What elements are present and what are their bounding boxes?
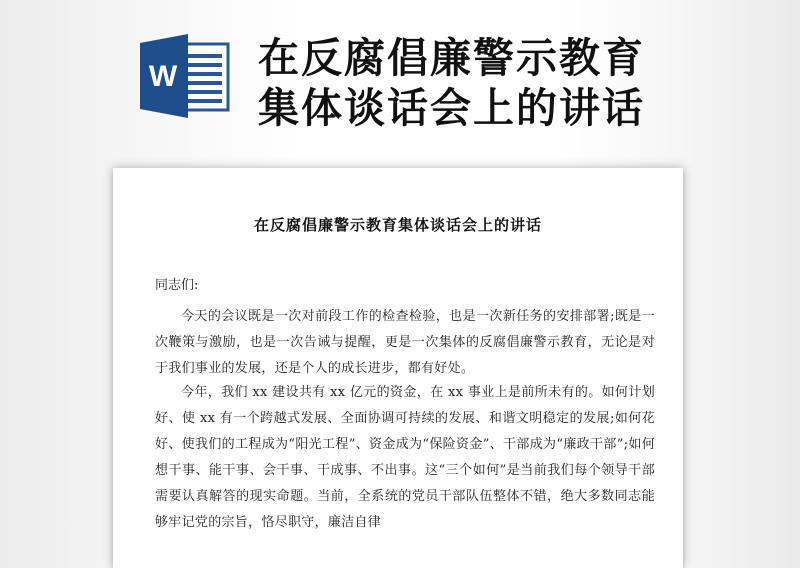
banner-title-line-2: 集体谈话会上的讲话 (258, 84, 645, 132)
banner-title-line-1: 在反腐倡廉警示教育 (258, 34, 645, 82)
document-title: 在反腐倡廉警示教育集体谈话会上的讲话 (253, 216, 542, 234)
document-paragraph-2: 今年，我们 xx 建设共有 xx 亿元的资金，在 xx 事业上是前所未有的。如何计划好、使 xx 有一个跨越式发展、全面协调可持续的发展、和谐文明稳定的发展;如何花好、使我们的工程成为“阳光工程”、资金成为“保险资金”、干部成为“廉政干部”;如何想干事、能干事、会干事、干成事、不出事。这“三个如何”是当前我们每个领导干部需要认真解答的现实命题。当前，全系统的党员干部队伍整体不错，绝大多数同志能够牢记党的宗旨，恪尽职守，廉洁自律 (155, 385, 655, 530)
word-icon-letter: W (148, 60, 178, 93)
document-salutation: 同志们: (155, 278, 199, 293)
header-banner (0, 0, 800, 150)
document-page-preview (113, 168, 683, 568)
document-paragraph-1: 今天的会议既是一次对前段工作的检查检验，也是一次新任务的安排部署;既是一次鞭策与激励，也是一次告诫与提醒，更是一次集体的反腐倡廉警示教育，无论是对于我们事业的发展，还是个人的成长进步，都有好处。 (155, 309, 655, 376)
word-document-icon (140, 34, 230, 118)
